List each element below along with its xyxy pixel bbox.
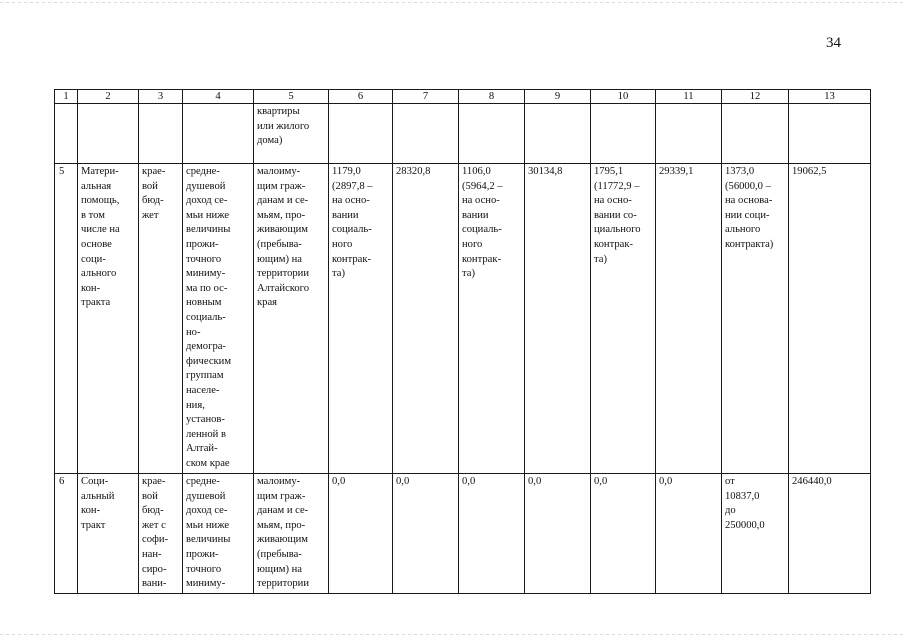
table-row (55, 474, 871, 594)
table-row (55, 104, 871, 164)
header-cell: 10 (591, 90, 656, 104)
table-cell (656, 104, 722, 164)
table-cell: малоиму- щим граж- данам и се- мьям, про- живающим (пребыва- ющим) на территории (254, 474, 329, 594)
header-cell: 11 (656, 90, 722, 104)
header-cell: 3 (139, 90, 183, 104)
page-number: 34 (826, 35, 841, 51)
table-cell: квартиры или жилого дома) (254, 104, 329, 164)
table-cell: 1106,0 (5964,2 – на осно- вании социаль- ного контрак- та) (459, 164, 525, 474)
table-cell (329, 104, 393, 164)
table-cell (591, 104, 656, 164)
header-cell: 7 (393, 90, 459, 104)
header-cell: 9 (525, 90, 591, 104)
table-cell: крае- вой бюд- жет с софи- нан- сиро- вани- (139, 474, 183, 594)
table-cell: Соци- альный кон- тракт (78, 474, 139, 594)
table-cell (139, 104, 183, 164)
table-cell (78, 104, 139, 164)
table-cell: 28320,8 (393, 164, 459, 474)
table-cell: малоиму- щим граж- данам и се- мьям, про- живающим (пребыва- ющим) на территории Алтайского края (254, 164, 329, 474)
table-cell (525, 104, 591, 164)
table-row (55, 164, 871, 474)
table-cell: 0,0 (656, 474, 722, 594)
table-cell: 0,0 (329, 474, 393, 594)
header-cell: 12 (722, 90, 789, 104)
header-cell: 1 (55, 90, 78, 104)
table-cell: средне- душевой доход се- мьи ниже величины прожи- точного миниму- ма по ос- новным социаль- но- демогра- фическим группам населе- ния, установ- ленной в Алтай- ском крае (183, 164, 254, 474)
table-cell: 0,0 (525, 474, 591, 594)
row-number-cell: 5 (55, 164, 78, 474)
table-cell (393, 104, 459, 164)
header-cell: 2 (78, 90, 139, 104)
table-cell: от 10837,0 до 250000,0 (722, 474, 789, 594)
header-cell: 5 (254, 90, 329, 104)
table-cell (55, 104, 78, 164)
table-cell: 0,0 (591, 474, 656, 594)
scan-edge-bottom (0, 634, 905, 635)
table-cell (459, 104, 525, 164)
table-cell: крае- вой бюд- жет (139, 164, 183, 474)
table-cell: Матери- альная помощь, в том числе на основе соци- ального кон- тракта (78, 164, 139, 474)
table-cell: 1373,0 (56000,0 – на основа- нии соци- ального контракта) (722, 164, 789, 474)
table-cell: 1179,0 (2897,8 – на осно- вании социаль- ного контрак- та) (329, 164, 393, 474)
header-cell: 13 (789, 90, 871, 104)
scan-edge-top (0, 2, 905, 3)
row-number-cell: 6 (55, 474, 78, 594)
table-cell: 0,0 (393, 474, 459, 594)
table-cell: 30134,8 (525, 164, 591, 474)
table-cell (183, 104, 254, 164)
header-cell: 8 (459, 90, 525, 104)
table-cell: 246440,0 (789, 474, 871, 594)
table-cell: 1795,1 (11772,9 – на осно- вании со- циального контрак- та) (591, 164, 656, 474)
table-cell (722, 104, 789, 164)
table-cell: 19062,5 (789, 164, 871, 474)
table-cell (789, 104, 871, 164)
data-table (54, 89, 871, 594)
table-cell: 29339,1 (656, 164, 722, 474)
header-cell: 4 (183, 90, 254, 104)
table-header-row (55, 90, 871, 104)
table-cell: 0,0 (459, 474, 525, 594)
header-cell: 6 (329, 90, 393, 104)
table-cell: средне- душевой доход се- мьи ниже величины прожи- точного миниму- (183, 474, 254, 594)
